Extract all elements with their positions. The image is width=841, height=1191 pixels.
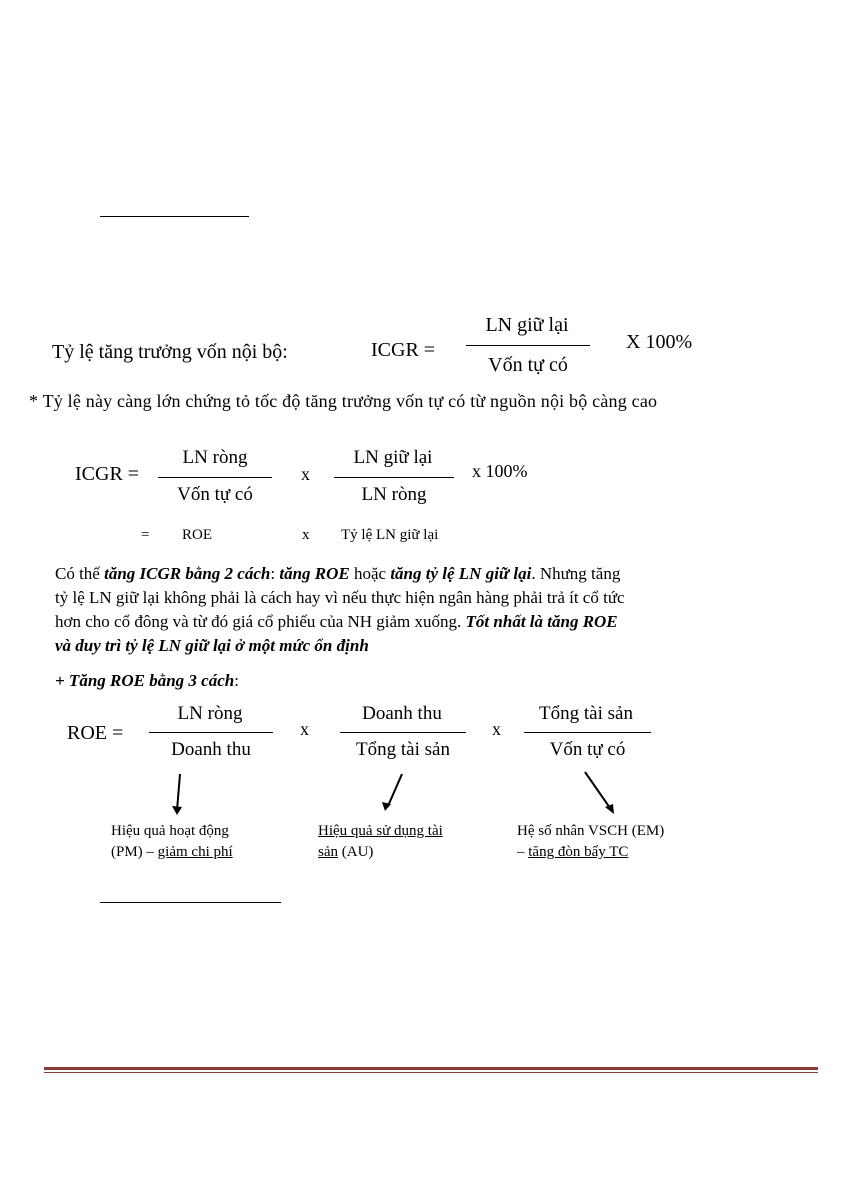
roe-f3-bar xyxy=(524,732,651,733)
icgr2-multiplier: x 100% xyxy=(472,461,528,481)
footer-rule-thin xyxy=(44,1072,818,1073)
note-au-text: (AU) xyxy=(338,844,374,860)
icgr-numerator: LN giữ lại xyxy=(485,314,569,336)
icgr2-frac2-bar xyxy=(334,477,454,478)
note-em-text: – xyxy=(517,844,529,860)
note-em-line1: Hệ số nhân VSCH (EM) xyxy=(517,823,665,839)
roe-f3-num: Tổng tài sản xyxy=(539,703,633,724)
note-pm-text: (PM) – xyxy=(111,844,158,860)
roe-f1-num: LN ròng xyxy=(177,703,243,724)
note-pm-line1: Hiệu quả hoạt động xyxy=(111,823,229,839)
roe-f1-den: Doanh thu xyxy=(171,739,251,760)
icgr2-row2-retention: Tỷ lệ LN giữ lại xyxy=(341,527,439,543)
roe-heading xyxy=(55,671,239,691)
para-text: hơn cho cổ đông và từ đó giá cổ phiếu của NH giảm xuống. xyxy=(55,612,466,631)
note-au-line2 xyxy=(318,842,443,863)
icgr-denominator: Vốn tự có xyxy=(488,354,568,376)
icgr-fraction-bar xyxy=(466,345,590,346)
paragraph-line-4: và duy trì tỷ lệ LN giữ lại ở một mức ổn định xyxy=(55,636,369,655)
para-emph-icgr: tăng ICGR bằng 2 cách xyxy=(104,564,271,583)
roe-heading-text: + Tăng ROE bằng 3 cách xyxy=(55,671,235,690)
icgr-multiplier: X 100% xyxy=(626,331,693,353)
note-pm-emph: giảm chi phí xyxy=(157,844,233,860)
icgr2-times: x xyxy=(301,464,310,484)
roe-f2-bar xyxy=(340,732,466,733)
note-em-emph: tăng đòn bẩy TC xyxy=(528,844,629,860)
para-emph-retention: tăng tỷ lệ LN giữ lại xyxy=(390,564,532,583)
icgr-lhs: ICGR = xyxy=(371,339,436,361)
icgr-label: Tỷ lệ tăng trưởng vốn nội bộ: xyxy=(52,341,288,363)
para-emph-best: Tốt nhất là tăng ROE xyxy=(465,612,618,631)
note-au xyxy=(318,821,443,863)
para-emph-roe: tăng ROE xyxy=(279,564,350,583)
icgr2-lhs: ICGR = xyxy=(75,463,140,485)
icgr2-frac2-num: LN giữ lại xyxy=(353,447,433,468)
icgr2-row2-times: x xyxy=(302,527,310,543)
roe-times-2: x xyxy=(492,719,501,739)
arrow-au-icon xyxy=(380,772,406,812)
para-text: . Nhưng tăng xyxy=(531,564,621,583)
heading-underline-top xyxy=(100,216,249,217)
footer-rule-thick xyxy=(44,1067,818,1070)
icgr2-row2-eq: = xyxy=(141,527,150,543)
note-em-line2 xyxy=(517,842,664,863)
roe-f1-bar xyxy=(149,732,273,733)
paragraph-line-3 xyxy=(55,610,775,634)
para-text: Có thể xyxy=(55,564,105,583)
icgr2-frac1-bar xyxy=(158,477,272,478)
note-pm xyxy=(111,821,233,863)
paragraph-line-2: tỷ lệ LN giữ lại không phải là cách hay vì nếu thực hiện ngân hàng phải trả ít cổ tức xyxy=(55,588,625,607)
para-text: : xyxy=(270,564,280,583)
roe-f3-den: Vốn tự có xyxy=(549,739,626,760)
roe-heading-colon: : xyxy=(234,671,239,690)
roe-lhs: ROE = xyxy=(67,722,124,744)
note-growth: * Tỷ lệ này càng lớn chứng tỏ tốc độ tăng trưởng vốn tự có từ nguồn nội bộ càng cao xyxy=(29,391,658,411)
arrow-em-icon xyxy=(582,770,618,816)
icgr2-frac1-num: LN ròng xyxy=(182,447,248,468)
note-em xyxy=(517,821,664,863)
arrow-pm-icon xyxy=(168,772,188,816)
roe-times-1: x xyxy=(300,719,309,739)
roe-f2-num: Doanh thu xyxy=(362,703,442,724)
icgr2-frac2-den: LN ròng xyxy=(361,484,427,505)
roe-f2-den: Tổng tài sản xyxy=(356,739,450,760)
para-text: hoặc xyxy=(349,564,391,583)
note-au-line1: Hiệu quả sử dụng tài xyxy=(318,823,443,839)
paragraph-line-1 xyxy=(55,562,775,586)
note-au-emph: sản xyxy=(318,844,338,860)
heading-underline-bottom xyxy=(100,902,281,903)
note-pm-line2 xyxy=(111,842,233,863)
icgr2-row2-roe: ROE xyxy=(182,527,212,543)
icgr2-frac1-den: Vốn tự có xyxy=(177,484,253,505)
